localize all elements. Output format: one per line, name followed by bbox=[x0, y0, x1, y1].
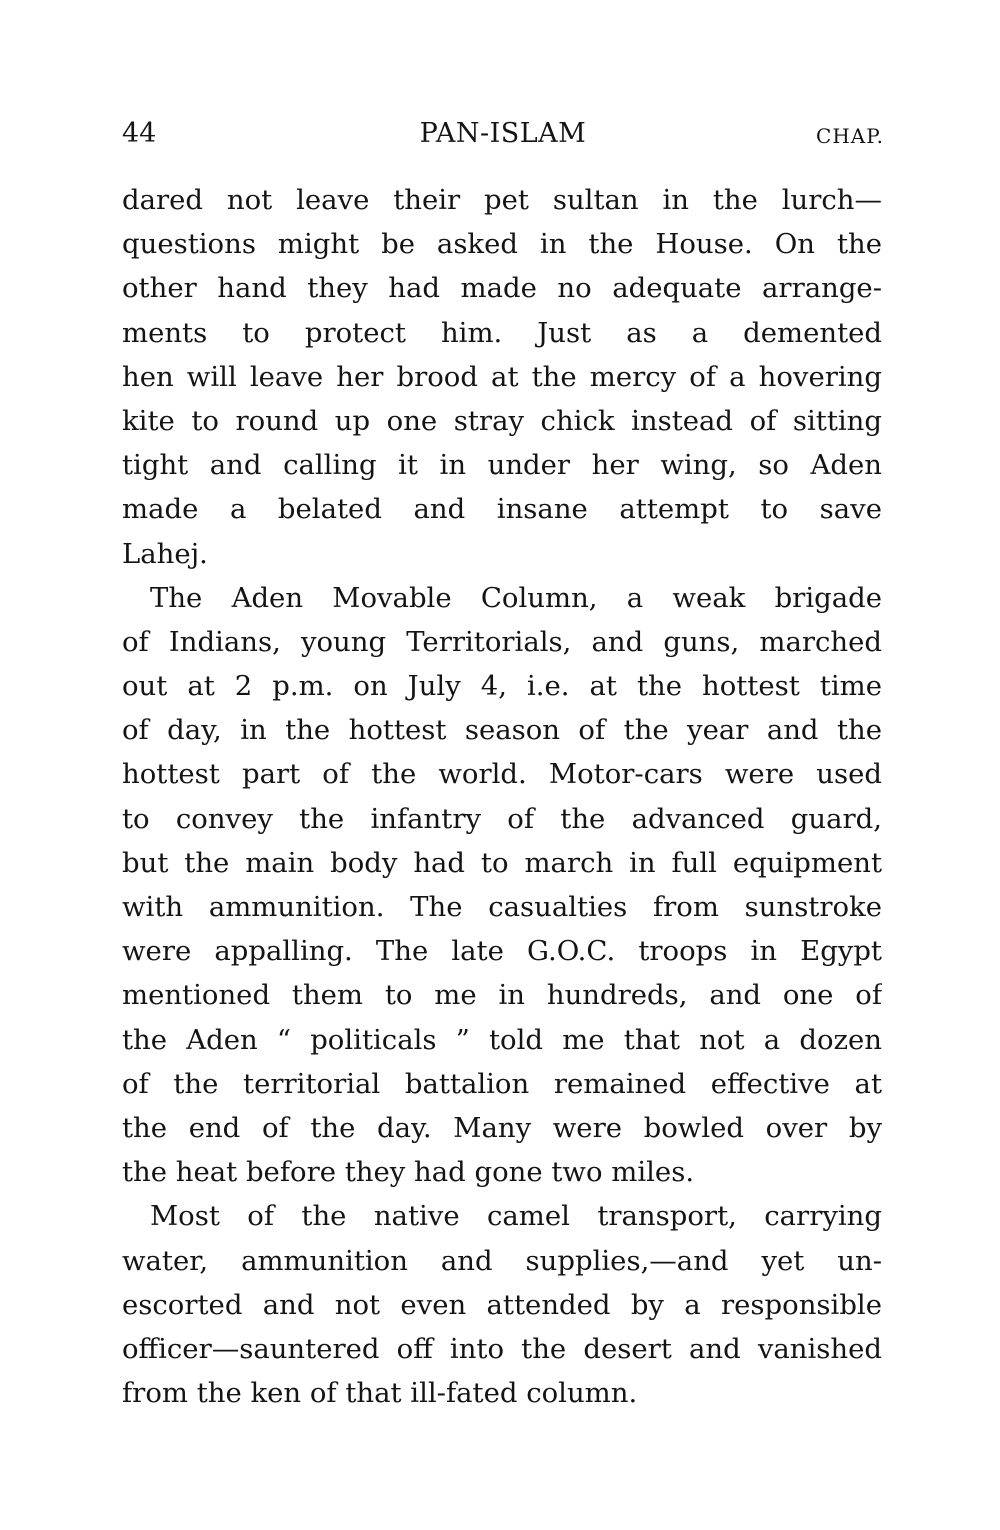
paragraph-2 bbox=[122, 576, 882, 1195]
text-line: the heat before they had gone two miles. bbox=[122, 1156, 695, 1189]
text-line: mentioned them to me in hundreds, and one of bbox=[122, 979, 882, 1012]
text-line: of day, in the hottest season of the year and the bbox=[122, 714, 882, 747]
text-line: but the main body had to march in full equipment bbox=[122, 846, 882, 879]
paragraph-3 bbox=[122, 1194, 882, 1415]
text-line: Most of the native camel transport, carrying bbox=[150, 1200, 882, 1233]
text-line: escorted and not even attended by a responsible bbox=[122, 1288, 882, 1321]
text-line: with ammunition. The casualties from sunstroke bbox=[122, 891, 882, 923]
text-line: officer—sauntered off into the desert and vanished bbox=[122, 1332, 882, 1365]
text-line: dared not leave their pet sultan in the lurch— bbox=[122, 184, 882, 216]
text-line: ments to protect him. Just as a demented bbox=[122, 316, 882, 349]
text-line: made a belated and insane attempt to save bbox=[122, 493, 882, 526]
text-line: questions might be asked in the House. On the bbox=[122, 228, 882, 261]
text-line: of the territorial battalion remained effective at bbox=[122, 1067, 882, 1100]
text-line: other hand they had made no adequate arrange- bbox=[122, 272, 882, 305]
text-line: Lahej. bbox=[122, 537, 208, 570]
text-line: the end of the day. Many were bowled over by bbox=[122, 1111, 882, 1144]
text-line: were appalling. The late G.O.C. troops in Egypt bbox=[122, 935, 882, 968]
text-line: of Indians, young Territorials, and guns, marched bbox=[122, 625, 882, 658]
text-line: hottest part of the world. Motor-cars were used bbox=[122, 758, 882, 791]
text-line: from the ken of that ill-fated column. bbox=[122, 1377, 638, 1410]
text-line: kite to round up one stray chick instead of sitting bbox=[122, 404, 882, 437]
running-title: PAN-ISLAM bbox=[419, 118, 587, 149]
text-line: to convey the infantry of the advanced guard, bbox=[122, 802, 882, 835]
text-line: tight and calling it in under her wing, so Aden bbox=[122, 449, 882, 482]
page-number: 44 bbox=[122, 118, 157, 149]
text-line: The Aden Movable Column, a weak brigade bbox=[150, 581, 882, 614]
text-line: hen will leave her brood at the mercy of a hovering bbox=[122, 360, 882, 393]
running-head bbox=[122, 112, 884, 156]
body-text bbox=[122, 178, 882, 1415]
text-line: out at 2 p.m. on July 4, i.e. at the hottest time bbox=[122, 670, 882, 703]
text-line: water, ammunition and supplies,—and yet un- bbox=[122, 1244, 882, 1277]
text-line: the Aden “ politicals ” told me that not a dozen bbox=[122, 1023, 882, 1056]
chapter-mark: CHAP. bbox=[816, 124, 884, 148]
paragraph-1 bbox=[122, 178, 882, 576]
